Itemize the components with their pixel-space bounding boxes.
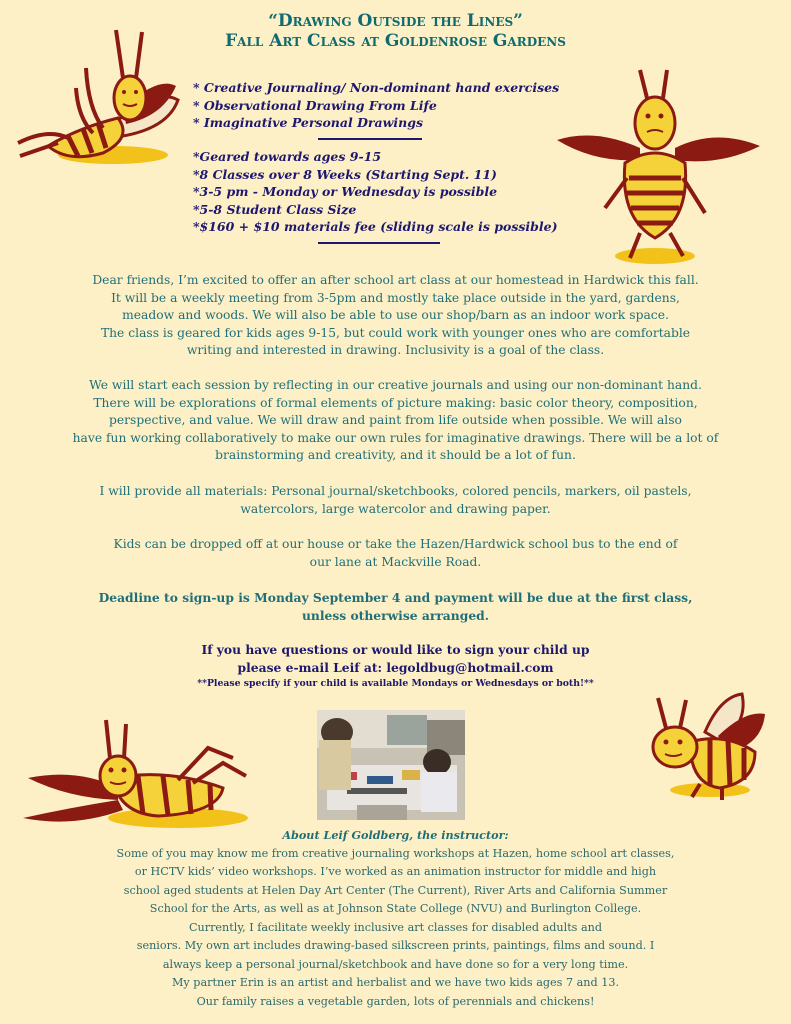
text-line: or HCTV kids’ video workshops. I’ve worked as an animation instructor for middle and high [134,865,657,878]
contact-email[interactable]: please e-mail Leif at: legoldbug@hotmail.com [237,659,554,675]
contact-section [40,641,751,692]
text-line: meadow and woods. We will also be able to use our shop/barn as an indoor work space. [122,308,669,322]
text-line: My partner Erin is an artist and herbalist and we have two kids ages 7 and 13. [171,976,620,989]
session-paragraph [40,377,751,465]
text-line: watercolors, large watercolor and drawing paper. [240,501,551,516]
bee-illustration [630,692,770,802]
text-line: Currently, I facilitate weekly inclusive art classes for disabled adults and [188,920,603,934]
list-item: * Imaginative Personal Drawings [193,115,423,130]
list-item: *$160 + $10 materials fee (sliding scale is possible) [193,219,558,234]
contact-note: **Please specify if your child is available Mondays or Wednesdays or both!** [197,678,594,689]
about-section [30,826,761,1011]
text-line: Dear friends, I’m excited to offer an after school art class at our homestead in Hardwick this fall. [92,273,699,287]
text-line: The class is geared for kids ages 9-15, but could work with younger ones who are comfortable [100,325,691,340]
details-list [193,148,613,236]
text-line: have fun working collaboratively to make our own rules for imaginative drawings. There will be a lot of [72,430,719,445]
divider [318,242,440,244]
deadline-notice [40,589,751,624]
text-line: Some of you may know me from creative journaling workshops at Hazen, home school art classes, [116,846,675,860]
text-line: school aged students at Helen Day Art Center (The Current), River Arts and California Summer [123,883,668,897]
list-item: *5-8 Student Class Size [193,201,357,217]
title-line-2: Fall Art Class at Goldenrose Gardens [225,31,566,51]
text-line: I will provide all materials: Personal journal/sketchbooks, colored pencils, markers, oil pastels, [99,484,692,498]
text-line: always keep a personal journal/sketchbook and have done so for a very long time. [162,957,629,971]
text-line: writing and interested in drawing. Inclusivity is a goal of the class. [186,343,605,357]
text-line: brainstorming and creativity, and it should be a lot of fun. [215,448,576,462]
divider [318,138,422,140]
list-item: *3-5 pm - Monday or Wednesday is possible [193,184,498,199]
text-line: Deadline to sign-up is Monday September 4 and payment will be due at the first class, [98,590,693,605]
text-line: School for the Arts, as well as at Johnson State College (NVU) and Burlington College. [149,902,642,915]
text-line: Our family raises a vegetable garden, lots of perennials and chickens! [196,994,595,1008]
text-line: It will be a weekly meeting from 3-5pm and mostly take place outside in the yard, gardens, [111,290,680,305]
text-line: There will be explorations of formal elements of picture making: basic color theory, composition, [93,395,698,410]
intro-paragraph [40,272,751,360]
text-line: our lane at Mackville Road. [309,554,482,569]
transport-paragraph [40,536,751,571]
materials-paragraph [40,483,751,518]
bee-illustration [18,718,258,838]
list-item: *Geared towards ages 9-15 [193,149,382,164]
classroom-photo [317,710,465,820]
text-line: We will start each session by reflecting in our creative journals and using our non-dominant hand. [89,378,702,392]
text-line: seniors. My own art includes drawing-based silkscreen prints, paintings, films and sound. I [136,939,655,952]
bee-illustration [555,68,765,268]
bee-illustration [8,28,188,178]
text-line: perspective, and value. We will draw and paint from life outside when possible. We will also [109,413,682,427]
list-item: * Observational Drawing From Life [193,97,437,113]
title-line-1: “Drawing Outside the Lines” [268,11,523,31]
text-line: Kids can be dropped off at our house or take the Hazen/Hardwick school bus to the end of [113,537,678,551]
list-item: *8 Classes over 8 Weeks (Starting Sept. 11) [193,166,497,182]
contact-line: If you have questions or would like to sign your child up [201,642,590,657]
activities-list [193,79,613,132]
list-item: * Creative Journaling/ Non-dominant hand exercises [193,80,560,95]
text-line: unless otherwise arranged. [301,607,490,623]
about-heading: About Leif Goldberg, the instructor: [282,828,509,842]
